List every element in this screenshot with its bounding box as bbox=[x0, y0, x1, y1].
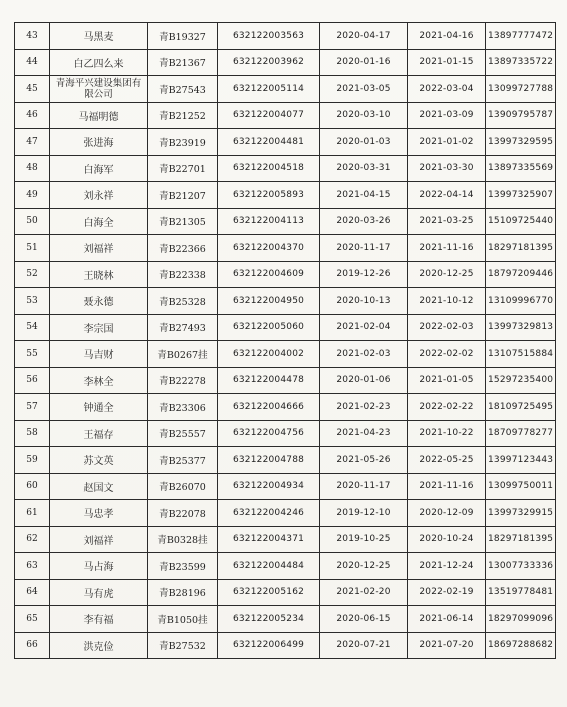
cell-certificate-number: 632122004756 bbox=[218, 420, 320, 447]
cell-plate-number: 青B22278 bbox=[148, 367, 218, 394]
table-row bbox=[15, 76, 556, 103]
cell-row-number: 66 bbox=[15, 632, 50, 659]
cell-start-date: 2021-04-23 bbox=[320, 420, 408, 447]
cell-end-date: 2022-04-14 bbox=[408, 182, 486, 209]
cell-owner-name: 青海平兴建设集团有限公司 bbox=[50, 76, 148, 103]
table-row bbox=[15, 314, 556, 341]
table-row bbox=[15, 394, 556, 421]
cell-end-date: 2022-05-25 bbox=[408, 447, 486, 474]
cell-phone-number: 15109725440 bbox=[486, 208, 556, 235]
table-row bbox=[15, 606, 556, 633]
cell-phone-number: 13897335722 bbox=[486, 49, 556, 76]
cell-start-date: 2021-05-26 bbox=[320, 447, 408, 474]
cell-end-date: 2020-12-09 bbox=[408, 500, 486, 527]
cell-row-number: 60 bbox=[15, 473, 50, 500]
cell-owner-name: 苏文英 bbox=[50, 447, 148, 474]
table-row bbox=[15, 341, 556, 368]
cell-plate-number: 青B21207 bbox=[148, 182, 218, 209]
cell-start-date: 2020-07-21 bbox=[320, 632, 408, 659]
cell-phone-number: 18297181395 bbox=[486, 235, 556, 262]
cell-row-number: 64 bbox=[15, 579, 50, 606]
table-row bbox=[15, 579, 556, 606]
cell-plate-number: 青B22078 bbox=[148, 500, 218, 527]
cell-plate-number: 青B0328挂 bbox=[148, 526, 218, 553]
cell-phone-number: 18297099096 bbox=[486, 606, 556, 633]
cell-plate-number: 青B21252 bbox=[148, 102, 218, 129]
cell-start-date: 2021-03-05 bbox=[320, 76, 408, 103]
cell-phone-number: 18797209446 bbox=[486, 261, 556, 288]
cell-row-number: 61 bbox=[15, 500, 50, 527]
table-row bbox=[15, 261, 556, 288]
table-row bbox=[15, 155, 556, 182]
table-row bbox=[15, 288, 556, 315]
cell-certificate-number: 632122004371 bbox=[218, 526, 320, 553]
cell-certificate-number: 632122004246 bbox=[218, 500, 320, 527]
cell-start-date: 2020-03-31 bbox=[320, 155, 408, 182]
cell-certificate-number: 632122004002 bbox=[218, 341, 320, 368]
cell-plate-number: 青B25377 bbox=[148, 447, 218, 474]
cell-start-date: 2020-03-10 bbox=[320, 102, 408, 129]
cell-plate-number: 青B26070 bbox=[148, 473, 218, 500]
cell-certificate-number: 632122004666 bbox=[218, 394, 320, 421]
cell-phone-number: 13897777472 bbox=[486, 23, 556, 50]
cell-plate-number: 青B19327 bbox=[148, 23, 218, 50]
cell-end-date: 2020-10-24 bbox=[408, 526, 486, 553]
cell-start-date: 2020-10-13 bbox=[320, 288, 408, 315]
cell-certificate-number: 632122003563 bbox=[218, 23, 320, 50]
table-row bbox=[15, 23, 556, 50]
cell-row-number: 58 bbox=[15, 420, 50, 447]
cell-start-date: 2021-02-23 bbox=[320, 394, 408, 421]
cell-row-number: 57 bbox=[15, 394, 50, 421]
cell-end-date: 2022-03-04 bbox=[408, 76, 486, 103]
cell-certificate-number: 632122005114 bbox=[218, 76, 320, 103]
cell-owner-name: 张进海 bbox=[50, 129, 148, 156]
cell-certificate-number: 632122005162 bbox=[218, 579, 320, 606]
cell-plate-number: 青B1050挂 bbox=[148, 606, 218, 633]
table-row bbox=[15, 208, 556, 235]
cell-certificate-number: 632122004950 bbox=[218, 288, 320, 315]
table-row bbox=[15, 367, 556, 394]
cell-end-date: 2021-01-02 bbox=[408, 129, 486, 156]
cell-owner-name: 刘福祥 bbox=[50, 526, 148, 553]
cell-owner-name: 刘福祥 bbox=[50, 235, 148, 262]
cell-end-date: 2021-03-09 bbox=[408, 102, 486, 129]
cell-start-date: 2021-02-04 bbox=[320, 314, 408, 341]
cell-end-date: 2022-02-02 bbox=[408, 341, 486, 368]
cell-certificate-number: 632122005234 bbox=[218, 606, 320, 633]
cell-plate-number: 青B23599 bbox=[148, 553, 218, 580]
cell-phone-number: 13997123443 bbox=[486, 447, 556, 474]
cell-end-date: 2021-10-22 bbox=[408, 420, 486, 447]
cell-plate-number: 青B23919 bbox=[148, 129, 218, 156]
cell-start-date: 2020-12-25 bbox=[320, 553, 408, 580]
cell-owner-name: 洪克俭 bbox=[50, 632, 148, 659]
cell-owner-name: 马有虎 bbox=[50, 579, 148, 606]
cell-end-date: 2022-02-19 bbox=[408, 579, 486, 606]
cell-phone-number: 18109725495 bbox=[486, 394, 556, 421]
cell-phone-number: 18709778277 bbox=[486, 420, 556, 447]
table-row bbox=[15, 49, 556, 76]
cell-start-date: 2020-11-17 bbox=[320, 473, 408, 500]
cell-end-date: 2022-02-22 bbox=[408, 394, 486, 421]
cell-owner-name: 白乙四么来 bbox=[50, 49, 148, 76]
cell-plate-number: 青B28196 bbox=[148, 579, 218, 606]
table-row bbox=[15, 235, 556, 262]
cell-end-date: 2021-12-24 bbox=[408, 553, 486, 580]
cell-plate-number: 青B27532 bbox=[148, 632, 218, 659]
cell-start-date: 2020-03-26 bbox=[320, 208, 408, 235]
cell-end-date: 2021-07-20 bbox=[408, 632, 486, 659]
cell-plate-number: 青B0267挂 bbox=[148, 341, 218, 368]
table-row bbox=[15, 526, 556, 553]
cell-owner-name: 马吉财 bbox=[50, 341, 148, 368]
cell-row-number: 59 bbox=[15, 447, 50, 474]
cell-row-number: 52 bbox=[15, 261, 50, 288]
cell-end-date: 2021-03-25 bbox=[408, 208, 486, 235]
cell-phone-number: 15297235400 bbox=[486, 367, 556, 394]
cell-phone-number: 13997325907 bbox=[486, 182, 556, 209]
cell-end-date: 2021-01-15 bbox=[408, 49, 486, 76]
cell-row-number: 55 bbox=[15, 341, 50, 368]
cell-owner-name: 钟通全 bbox=[50, 394, 148, 421]
cell-certificate-number: 632122004609 bbox=[218, 261, 320, 288]
cell-start-date: 2020-01-03 bbox=[320, 129, 408, 156]
cell-owner-name: 马福明德 bbox=[50, 102, 148, 129]
cell-phone-number: 18697288682 bbox=[486, 632, 556, 659]
cell-row-number: 63 bbox=[15, 553, 50, 580]
cell-row-number: 49 bbox=[15, 182, 50, 209]
cell-phone-number: 13909795787 bbox=[486, 102, 556, 129]
cell-owner-name: 马黑麦 bbox=[50, 23, 148, 50]
table-row bbox=[15, 129, 556, 156]
cell-end-date: 2021-03-30 bbox=[408, 155, 486, 182]
cell-start-date: 2021-02-20 bbox=[320, 579, 408, 606]
cell-certificate-number: 632122004077 bbox=[218, 102, 320, 129]
cell-owner-name: 李有福 bbox=[50, 606, 148, 633]
cell-plate-number: 青B22366 bbox=[148, 235, 218, 262]
cell-phone-number: 13997329595 bbox=[486, 129, 556, 156]
cell-phone-number: 13519778481 bbox=[486, 579, 556, 606]
cell-phone-number: 18297181395 bbox=[486, 526, 556, 553]
cell-phone-number: 13007733336 bbox=[486, 553, 556, 580]
cell-certificate-number: 632122004788 bbox=[218, 447, 320, 474]
cell-row-number: 50 bbox=[15, 208, 50, 235]
cell-plate-number: 青B25328 bbox=[148, 288, 218, 315]
cell-plate-number: 青B22338 bbox=[148, 261, 218, 288]
cell-start-date: 2019-12-26 bbox=[320, 261, 408, 288]
table-body bbox=[15, 23, 556, 659]
cell-start-date: 2020-04-17 bbox=[320, 23, 408, 50]
cell-certificate-number: 632122004481 bbox=[218, 129, 320, 156]
cell-end-date: 2021-06-14 bbox=[408, 606, 486, 633]
cell-end-date: 2022-02-03 bbox=[408, 314, 486, 341]
vehicle-registry-table bbox=[14, 22, 556, 659]
cell-certificate-number: 632122004484 bbox=[218, 553, 320, 580]
cell-row-number: 53 bbox=[15, 288, 50, 315]
cell-owner-name: 马忠孝 bbox=[50, 500, 148, 527]
cell-owner-name: 刘永祥 bbox=[50, 182, 148, 209]
cell-row-number: 54 bbox=[15, 314, 50, 341]
cell-owner-name: 聂永德 bbox=[50, 288, 148, 315]
cell-phone-number: 13107515884 bbox=[486, 341, 556, 368]
cell-start-date: 2021-04-15 bbox=[320, 182, 408, 209]
cell-plate-number: 青B22701 bbox=[148, 155, 218, 182]
cell-phone-number: 13109996770 bbox=[486, 288, 556, 315]
cell-start-date: 2020-06-15 bbox=[320, 606, 408, 633]
table-row bbox=[15, 473, 556, 500]
cell-row-number: 46 bbox=[15, 102, 50, 129]
cell-row-number: 45 bbox=[15, 76, 50, 103]
cell-row-number: 65 bbox=[15, 606, 50, 633]
cell-certificate-number: 632122006499 bbox=[218, 632, 320, 659]
cell-plate-number: 青B23306 bbox=[148, 394, 218, 421]
table-row bbox=[15, 182, 556, 209]
cell-start-date: 2019-12-10 bbox=[320, 500, 408, 527]
cell-row-number: 48 bbox=[15, 155, 50, 182]
cell-certificate-number: 632122003962 bbox=[218, 49, 320, 76]
cell-row-number: 51 bbox=[15, 235, 50, 262]
cell-start-date: 2020-01-16 bbox=[320, 49, 408, 76]
cell-certificate-number: 632122004370 bbox=[218, 235, 320, 262]
cell-end-date: 2020-12-25 bbox=[408, 261, 486, 288]
cell-owner-name: 王晓林 bbox=[50, 261, 148, 288]
cell-certificate-number: 632122004934 bbox=[218, 473, 320, 500]
cell-owner-name: 李林全 bbox=[50, 367, 148, 394]
cell-plate-number: 青B21305 bbox=[148, 208, 218, 235]
cell-phone-number: 13099750011 bbox=[486, 473, 556, 500]
table-row bbox=[15, 500, 556, 527]
table-row bbox=[15, 420, 556, 447]
cell-phone-number: 13897335569 bbox=[486, 155, 556, 182]
cell-row-number: 44 bbox=[15, 49, 50, 76]
cell-phone-number: 13099727788 bbox=[486, 76, 556, 103]
cell-row-number: 56 bbox=[15, 367, 50, 394]
cell-owner-name: 王福存 bbox=[50, 420, 148, 447]
table-row bbox=[15, 632, 556, 659]
table-row bbox=[15, 102, 556, 129]
cell-owner-name: 赵国文 bbox=[50, 473, 148, 500]
cell-owner-name: 李宗国 bbox=[50, 314, 148, 341]
cell-end-date: 2021-01-05 bbox=[408, 367, 486, 394]
cell-owner-name: 白海军 bbox=[50, 155, 148, 182]
cell-end-date: 2021-11-16 bbox=[408, 235, 486, 262]
cell-certificate-number: 632122005893 bbox=[218, 182, 320, 209]
cell-certificate-number: 632122004478 bbox=[218, 367, 320, 394]
cell-row-number: 47 bbox=[15, 129, 50, 156]
table-row bbox=[15, 447, 556, 474]
cell-start-date: 2020-01-06 bbox=[320, 367, 408, 394]
cell-end-date: 2021-10-12 bbox=[408, 288, 486, 315]
cell-owner-name: 白海全 bbox=[50, 208, 148, 235]
cell-plate-number: 青B21367 bbox=[148, 49, 218, 76]
cell-certificate-number: 632122004518 bbox=[218, 155, 320, 182]
cell-end-date: 2021-11-16 bbox=[408, 473, 486, 500]
cell-row-number: 62 bbox=[15, 526, 50, 553]
cell-row-number: 43 bbox=[15, 23, 50, 50]
cell-certificate-number: 632122005060 bbox=[218, 314, 320, 341]
cell-certificate-number: 632122004113 bbox=[218, 208, 320, 235]
cell-start-date: 2021-02-03 bbox=[320, 341, 408, 368]
cell-plate-number: 青B27493 bbox=[148, 314, 218, 341]
cell-start-date: 2020-11-17 bbox=[320, 235, 408, 262]
cell-phone-number: 13997329915 bbox=[486, 500, 556, 527]
cell-phone-number: 13997329813 bbox=[486, 314, 556, 341]
cell-plate-number: 青B27543 bbox=[148, 76, 218, 103]
cell-owner-name: 马占海 bbox=[50, 553, 148, 580]
cell-plate-number: 青B25557 bbox=[148, 420, 218, 447]
cell-start-date: 2019-10-25 bbox=[320, 526, 408, 553]
cell-end-date: 2021-04-16 bbox=[408, 23, 486, 50]
table-row bbox=[15, 553, 556, 580]
